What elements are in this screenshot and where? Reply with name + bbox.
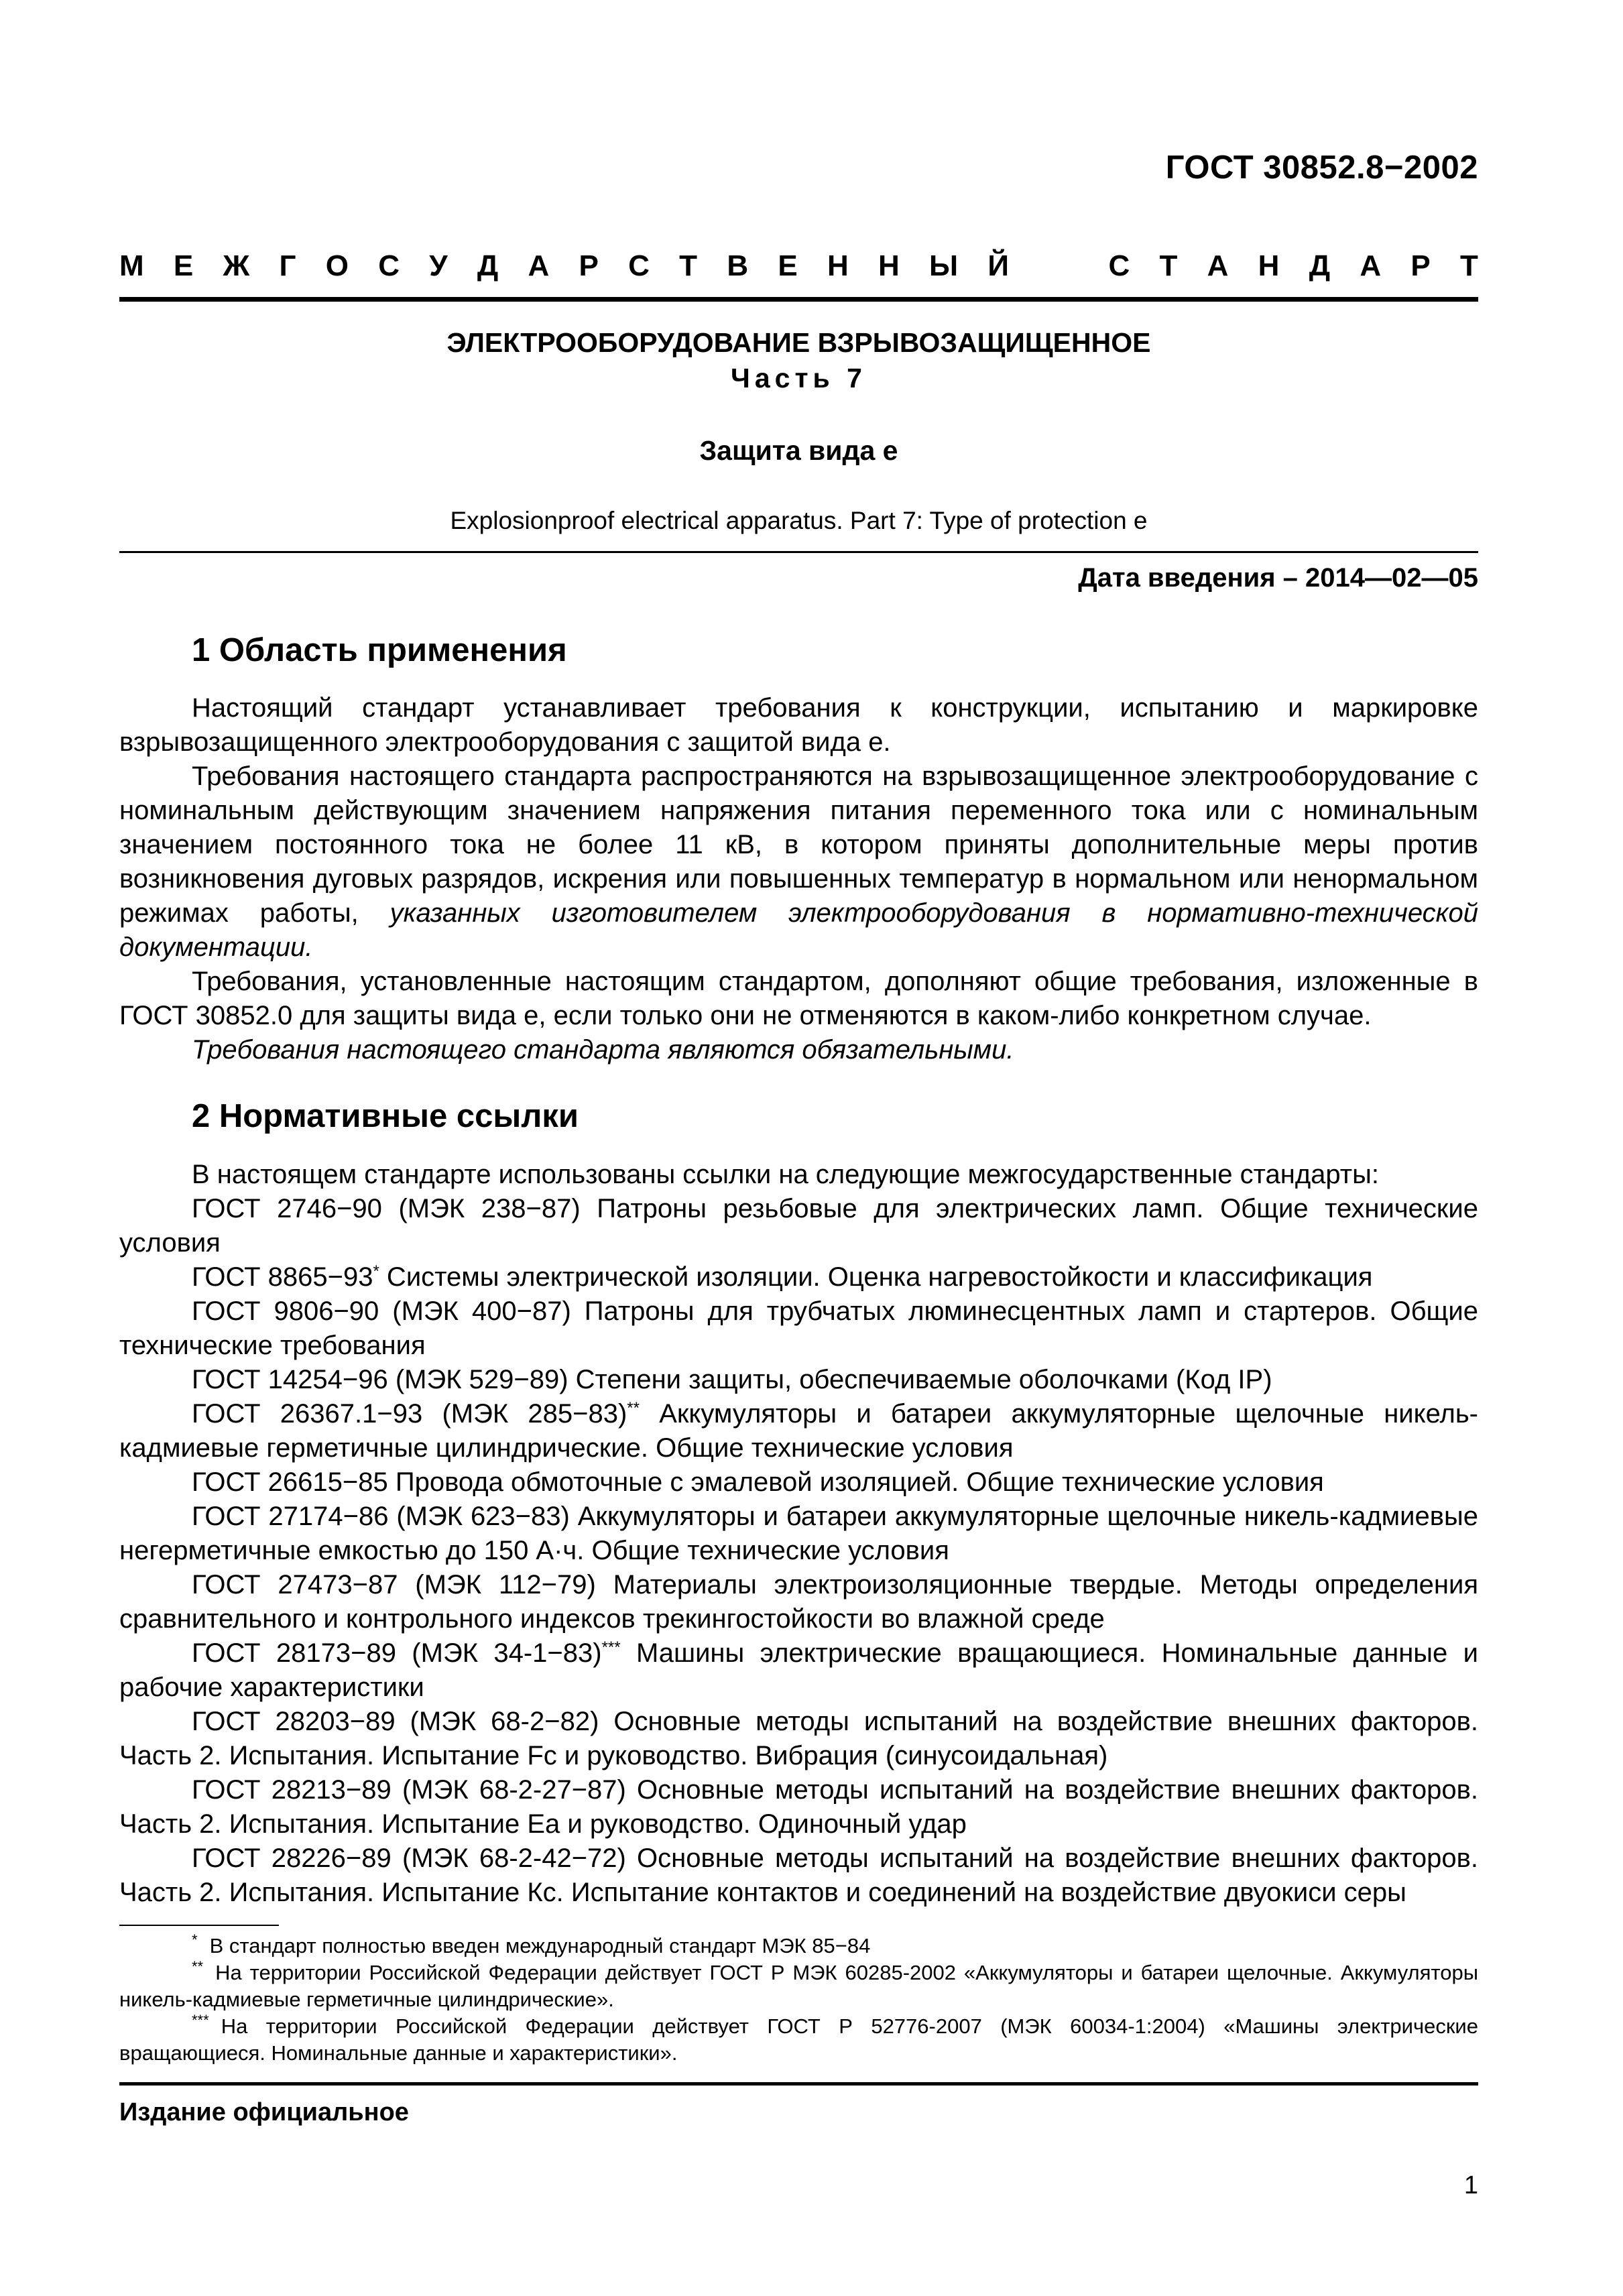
reference-item	[119, 1568, 1478, 1636]
footnote-mark: *	[373, 1262, 379, 1280]
footnote-mark: **	[192, 1958, 204, 1975]
section-1-heading: 1 Область применения	[192, 632, 567, 668]
reference-title: Патроны для трубчатых люминесцентных ламп и стартеров. Общие технические требования	[119, 1296, 1478, 1360]
banner-letter: Д	[1309, 249, 1331, 282]
reference-item	[119, 1363, 1478, 1397]
banner-letter: С	[628, 249, 650, 282]
reference-item	[119, 1294, 1478, 1363]
reference-title: Аккумуляторы и батареи аккумуляторные щелочные никель-кадмиевые герметичные цилиндрические. Общие технические условия	[119, 1399, 1478, 1463]
reference-title: Патроны резьбовые для электрических ламп. Общие технические условия	[119, 1194, 1479, 1258]
reference-code: ГОСТ 26367.1−93 (МЭК 285−83)	[192, 1399, 627, 1429]
footnote-separator	[119, 1925, 279, 1926]
reference-title: Материалы электроизоляционные твердые. Методы определения сравнительного и контрольного индексов трекингостойкости во влажной среде	[119, 1570, 1478, 1634]
footnote-mark: *	[192, 1931, 198, 1948]
reference-title: Провода обмоточные с эмалевой изоляцией. Общие технические условия	[387, 1467, 1324, 1497]
reference-item	[119, 1705, 1478, 1773]
banner-letter: Т	[1459, 249, 1478, 282]
reference-title: Степени защиты, обеспечиваемые оболочками (Код IP)	[568, 1365, 1272, 1394]
paragraph-text-italic: указанных изготовителем электрооборудования в нормативно-технической документации.	[119, 898, 1478, 962]
footnote	[119, 1959, 1478, 2013]
banner-letter: Ж	[223, 249, 250, 282]
banner-letter: Е	[173, 249, 194, 282]
reference-code: ГОСТ 2746−90 (МЭК 238−87)	[192, 1194, 581, 1223]
document-page	[119, 0, 1478, 2296]
paragraph: В настоящем стандарте использованы ссылки на следующие межгосударственные стандарты:	[192, 1160, 1379, 1189]
paragraph	[119, 760, 1478, 965]
reference-title: Основные методы испытаний на воздействие внешних факторов. Часть 2. Испытания. Испытание Fc и руководство. Вибрация (синусоидальная)	[119, 1707, 1478, 1770]
banner-letter: Й	[987, 249, 1009, 282]
reference-title: Системы электрической изоляции. Оценка нагревостойкости и классификация	[379, 1262, 1373, 1292]
banner-letter: Н	[827, 249, 849, 282]
banner-letter: У	[429, 249, 448, 282]
paragraph: Настоящий стандарт устанавливает требования к конструкции, испытанию и маркировке взрывозащищенного электрооборудования с защитой вида е.	[119, 693, 1478, 757]
footnote-mark: ***	[601, 1638, 621, 1656]
footnote-mark: ***	[192, 2012, 209, 2029]
title-english: Explosionproof electrical apparatus. Part 7: Type of protection e	[450, 507, 1148, 534]
reference-title: Основные методы испытаний на воздействие внешних факторов. Часть 2. Испытания. Испытание Еа и руководство. Одиночный удар	[119, 1775, 1478, 1839]
footnote-text: В стандарт полностью введен международный стандарт МЭК 85−84	[209, 1934, 871, 1957]
banner-letter: О	[325, 249, 349, 282]
section-2-body	[119, 1158, 1478, 1910]
gost-number: ГОСТ 30852.8−2002	[1165, 149, 1478, 186]
banner-letter: С	[1108, 249, 1130, 282]
footer-rule	[119, 2082, 1478, 2086]
page-number: 1	[1463, 2171, 1478, 2199]
introduction-date: Дата введения – 2014—02—05	[1078, 563, 1478, 593]
title-rule	[119, 551, 1478, 553]
reference-code: ГОСТ 28213−89 (МЭК 68-2-27−87)	[192, 1775, 626, 1805]
banner-letter: А	[528, 249, 550, 282]
paragraph: Требования, установленные настоящим стандартом, дополняют общие требования, изложенные в ГОСТ 30852.0 для защиты вида е, если только они не отменяются в каком-либо конкретном случае.	[119, 967, 1478, 1030]
reference-code: ГОСТ 27174−86 (МЭК 623−83)	[192, 1502, 570, 1531]
footnote	[119, 1933, 1478, 1959]
title-subtitle: Защита вида е	[699, 435, 898, 466]
paragraph-text: Требования настоящего стандарта распространяются на взрывозащищенное электрооборудование с номинальным действующим значением напряжения питания переменного тока или с номинальным значением постоянного тока не более 11 кВ, в котором приняты дополнительные меры против возникновения дуговых разрядов, искрения или повышенных температур в нормальном или ненормальном режимах работы,	[119, 762, 1478, 928]
banner-letter: С	[378, 249, 400, 282]
reference-code: ГОСТ 26615−85	[192, 1467, 388, 1497]
banner-letter: Н	[878, 249, 900, 282]
reference-item	[119, 1841, 1478, 1910]
reference-code: ГОСТ 28203−89 (МЭК 68-2−82)	[192, 1707, 599, 1736]
reference-item	[119, 1636, 1478, 1705]
reference-code: ГОСТ 9806−90 (МЭК 400−87)	[192, 1296, 571, 1326]
footnotes	[119, 1933, 1478, 2067]
footnote-text: На территории Российской Федерации действует ГОСТ Р 52776-2007 (МЭК 60034-1:2004) «Машины электрические вращающиеся. Номинальные данные и характеристики».	[119, 2014, 1478, 2065]
banner-letter: А	[1360, 249, 1382, 282]
reference-code: ГОСТ 8865−93	[192, 1262, 373, 1292]
reference-code: ГОСТ 14254−96 (МЭК 529−89)	[192, 1365, 568, 1394]
banner-letter: Р	[1410, 249, 1431, 282]
banner-word-gap	[1038, 249, 1079, 283]
paragraph: Требования настоящего стандарта являются обязательными.	[192, 1035, 1014, 1065]
header-rule	[119, 297, 1478, 302]
banner-letter: А	[1207, 249, 1229, 282]
banner-letter: М	[119, 249, 144, 282]
banner-letter: Р	[579, 249, 599, 282]
interstate-standard-banner	[119, 249, 1478, 283]
title-russian: ЭЛЕКТРООБОРУДОВАНИЕ ВЗРЫВОЗАЩИЩЕННОЕ	[446, 327, 1151, 358]
reference-item	[119, 1397, 1478, 1465]
reference-item	[119, 1192, 1478, 1260]
reference-item	[119, 1465, 1478, 1500]
reference-code: ГОСТ 28226−89 (МЭК 68-2-42−72)	[192, 1844, 626, 1873]
banner-letter: Т	[1159, 249, 1178, 282]
reference-item	[119, 1260, 1478, 1294]
reference-code: ГОСТ 28173−89 (МЭК 34-1−83)	[192, 1638, 602, 1668]
reference-item	[119, 1500, 1478, 1568]
section-1-body	[119, 691, 1478, 1067]
reference-title: Аккумуляторы и батареи аккумуляторные щелочные никель-кадмиевые негерметичные емкостью до 150 А·ч. Общие технические условия	[119, 1502, 1479, 1565]
banner-letter: Г	[279, 249, 296, 282]
reference-title: Машины электрические вращающиеся. Номинальные данные и рабочие характеристики	[119, 1638, 1478, 1702]
reference-item	[119, 1773, 1478, 1841]
banner-letter: В	[727, 249, 749, 282]
footnote-text: На территории Российской Федерации действует ГОСТ Р МЭК 60285-2002 «Аккумуляторы и батареи щелочные. Аккумуляторы никель-кадмиевые герметичные цилиндрические».	[119, 1961, 1478, 2011]
section-2-heading: 2 Нормативные ссылки	[192, 1098, 579, 1134]
banner-letter: Т	[679, 249, 698, 282]
footnote-mark: **	[627, 1399, 640, 1417]
banner-letter: Н	[1258, 249, 1280, 282]
title-part: Часть 7	[731, 363, 867, 394]
reference-code: ГОСТ 27473−87 (МЭК 112−79)	[192, 1570, 596, 1599]
reference-title: Основные методы испытаний на воздействие внешних факторов. Часть 2. Испытания. Испытание Кс. Испытание контактов и соединений на воздействие двуокиси серы	[119, 1844, 1478, 1907]
banner-letter: Д	[477, 249, 499, 282]
banner-letter: Е	[778, 249, 798, 282]
footnote	[119, 2013, 1478, 2067]
official-edition-label: Издание официальное	[119, 2098, 409, 2126]
banner-letter: Ы	[929, 249, 959, 282]
